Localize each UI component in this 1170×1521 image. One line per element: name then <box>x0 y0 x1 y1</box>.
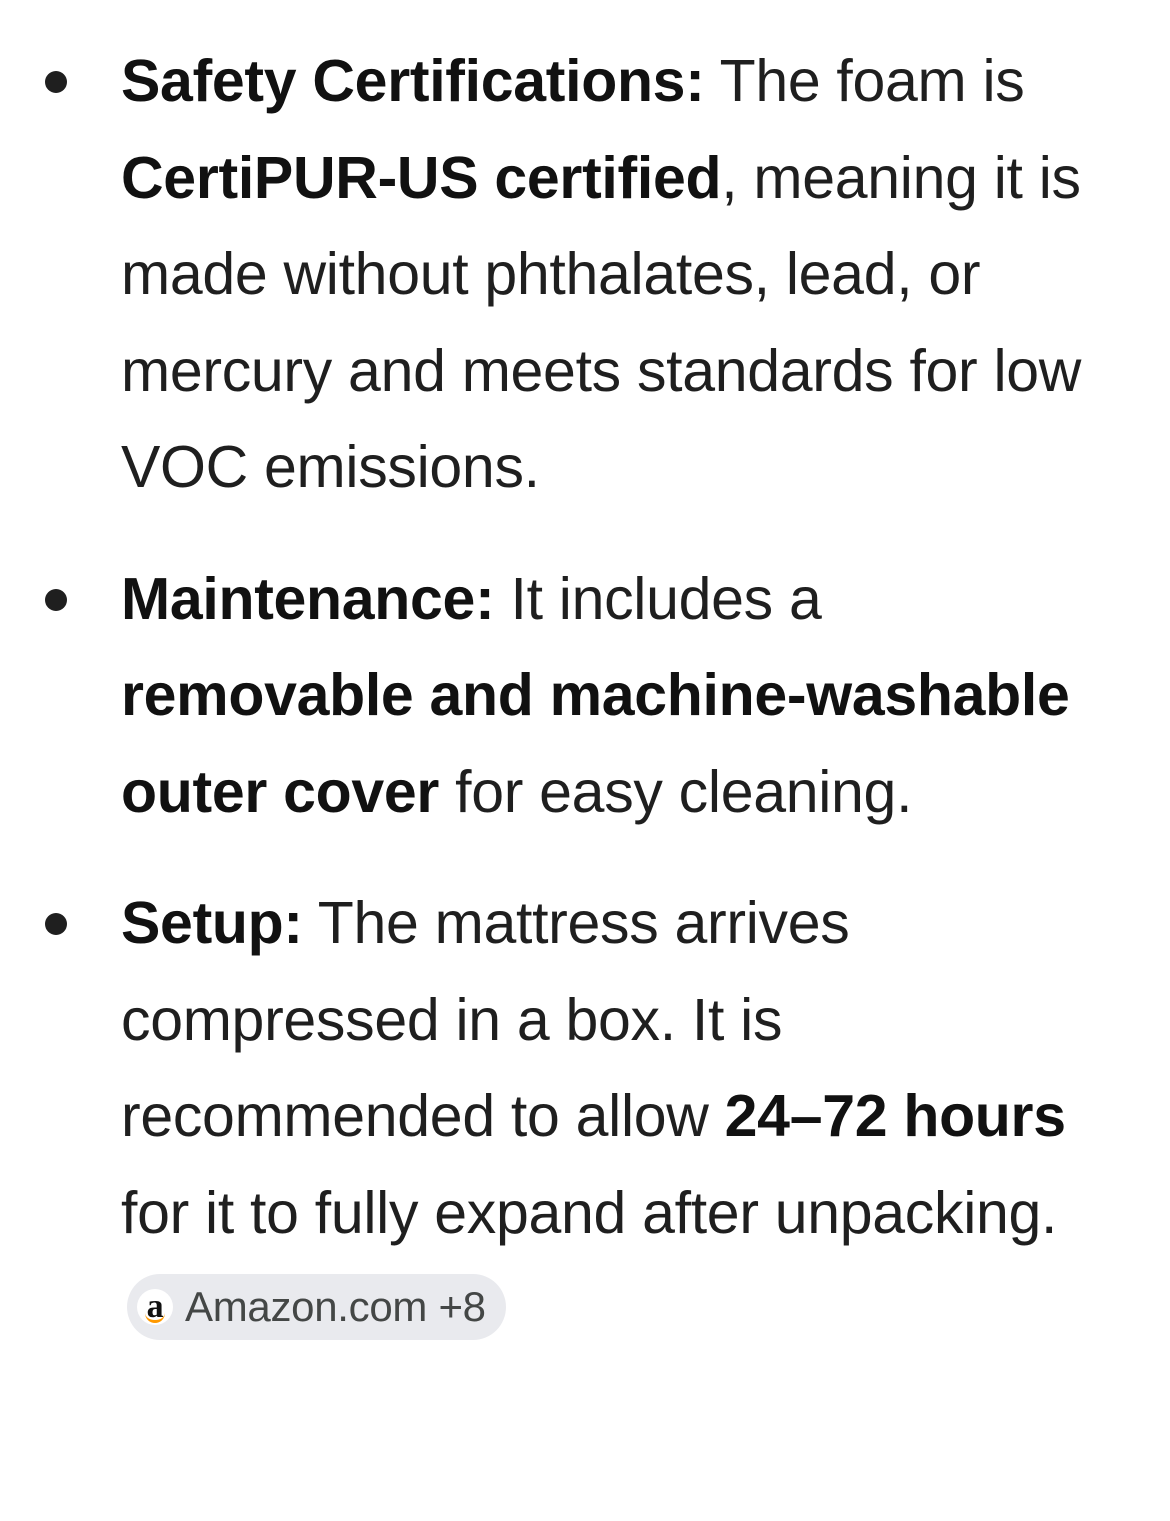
item-label: Safety Certifications: <box>121 48 705 114</box>
list-item-setup <box>0 875 1170 1358</box>
item-text: for it to fully expand after unpacking. <box>121 1179 1058 1246</box>
amazon-logo-icon <box>137 1289 173 1325</box>
item-text: , meaning it is made without phthalates, lead, or mercury and meets standards for low VOC emissions. <box>121 144 1082 500</box>
source-chip[interactable] <box>127 1274 506 1340</box>
item-label: Setup: <box>121 890 303 956</box>
bullet-icon <box>45 589 67 611</box>
bullet-icon <box>45 71 67 93</box>
source-chip-label: Amazon.com +8 <box>185 1283 486 1331</box>
item-text: It includes a <box>494 565 822 632</box>
item-label: Maintenance: <box>121 565 495 632</box>
item-emphasis: 24–72 hours <box>724 1083 1066 1149</box>
item-emphasis: CertiPUR-US certified <box>121 144 722 211</box>
bullet-list <box>0 33 1170 1358</box>
list-item-safety-certifications <box>0 33 1170 516</box>
bullet-icon <box>45 913 67 935</box>
item-text: The foam is <box>704 48 1025 114</box>
item-emphasis: removable and machine-washable outer cover <box>121 662 1070 825</box>
amazon-logo-glyph: a <box>146 1288 164 1326</box>
item-text: for easy cleaning. <box>439 758 913 825</box>
item-text: The mattress arrives compressed in a box. It is recommended to allow <box>121 890 850 1149</box>
list-item-maintenance <box>0 551 1170 841</box>
